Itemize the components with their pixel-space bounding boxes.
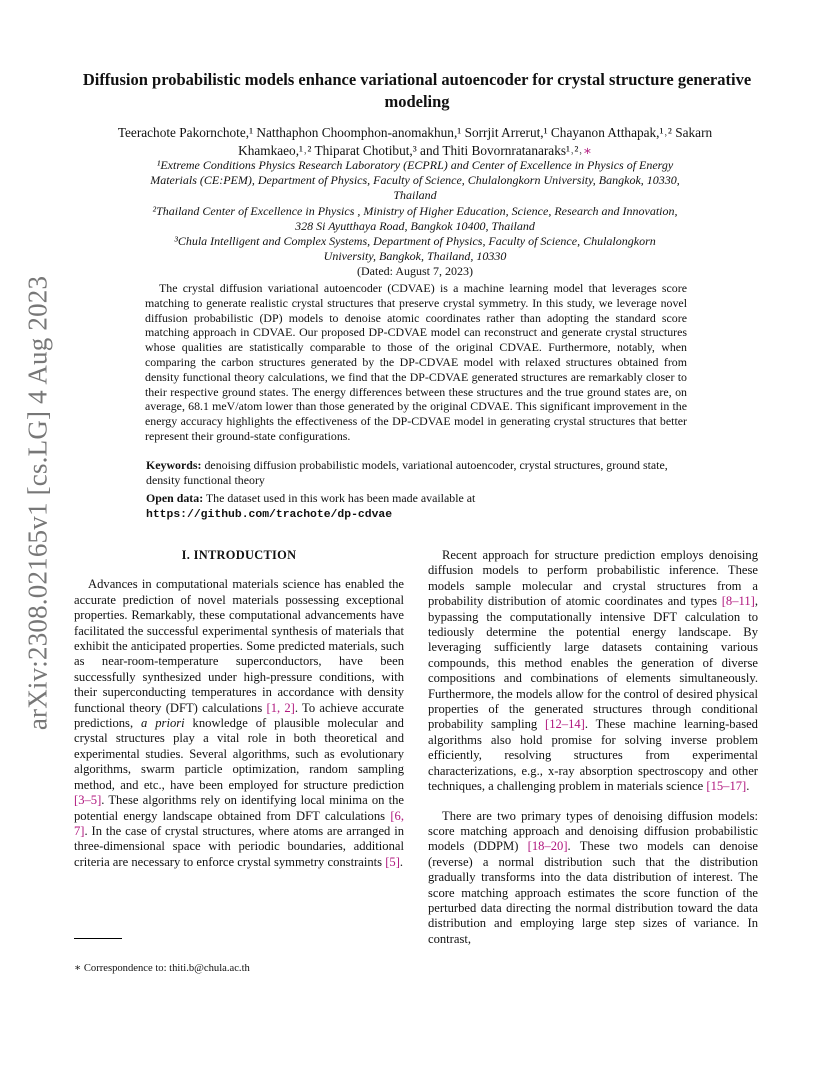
- footnote-rule: [74, 938, 122, 939]
- intro-paragraph-3: There are two primary types of denoising diffusion models: score matching approach and denoising diffusion probabilistic models (DDPM) [18–20]. These two models can denoise (reverse) a normal distribution such that the distribution gradually transforms into the data distribution of interest. The score matching approach estimates the score function of the perturbed data directing the normal distribution toward the data distribution and employing large step sizes of variance. In contrast,: [428, 808, 758, 946]
- abstract: [145, 281, 687, 444]
- citation-link[interactable]: [5]: [385, 854, 400, 869]
- right-column: [428, 548, 758, 947]
- arxiv-identifier: arXiv:2308.02165v1 [cs.LG] 4 Aug 2023: [22, 275, 53, 731]
- open-data-block: [146, 491, 688, 523]
- affiliation-1: ¹Extreme Conditions Physics Research Laboratory (ECPRL) and Center of Excellence in Physics of Energy Materials (CE:PEM), Department of Physics, Faculty of Science, Chulalongkorn University, Bangkok, 10330, Thailand: [150, 158, 680, 203]
- open-data-text: The dataset used in this work has been made available at: [205, 491, 476, 505]
- correspondence-star-link[interactable]: ∗: [582, 143, 592, 158]
- affiliations: [150, 158, 680, 280]
- citation-link[interactable]: [6, 7]: [74, 808, 404, 838]
- open-data-label: Open data:: [146, 491, 204, 505]
- intro-paragraph-1: Advances in computational materials science has enabled the accurate prediction of novel materials possessing exceptional properties. Remarkably, these computational advancements have facilitated the successful experimental synthesis of materials that exhibit the anticipated properties. Some predicted materials, such as near-room-temperature superconductors, have been successfully synthesized under high-pressure conditions, with their superconducting temperatures in accordance with density functional theory (DFT) calculations [1, 2]. To achieve accurate predictions, a priori knowledge of plausible molecular and crystal structures play a vital role in both theoretical and experimental studies. Several algorithms, such as evolutionary algorithms, swarm particle optimization, random sampling method, and etc., have been employed for structure prediction [3–5]. These algorithms rely on identifying local minima on the potential energy landscape obtained from DFT calculations [6, 7]. In the case of crystal structures, where atoms are arranged in three-dimensional space with periodic boundaries, additional criteria are necessary to enforce crystal symmetry constraints [5].: [74, 577, 404, 869]
- affiliation-3: ³Chula Intelligent and Complex Systems, Department of Physics, Faculty of Science, Chulalongkorn University, Bangkok, Thailand, 10330: [174, 234, 656, 264]
- left-column: [74, 548, 404, 870]
- intro-paragraph-2: Recent approach for structure prediction employs denoising diffusion models to perform probabilistic inference. These models sample molecular and crystal structures from a probability distribution of atomic coordinates and types [8–11], bypassing the computationally intensive DFT calculation to tediously determine the potential energy landscape. By leveraging sufficiently large datasets containing various compounds, this method enables the generation of diverse compositions and combinations of elements simultaneously. Furthermore, the models allow for the control of desired physical properties of the generated structures through conditional probability sampling [12–14]. These machine learning-based algorithms also hold promise for solving inverse problem efficiently, resolving structures from experimental characterizations, e.g., x-ray absorption spectroscopy and other techniques, a challenging problem in materials science [15–17].: [428, 548, 758, 794]
- dataset-url-link[interactable]: https://github.com/trachote/dp-cdvae: [146, 509, 393, 521]
- keywords-block: [146, 458, 688, 488]
- keywords-label: Keywords:: [146, 458, 202, 472]
- correspondence-footnote: ∗ Correspondence to: thiti.b@chula.ac.th: [74, 963, 250, 974]
- citation-link[interactable]: [1, 2]: [266, 700, 295, 715]
- citation-link[interactable]: [15–17]: [706, 779, 747, 794]
- citation-link[interactable]: [3–5]: [74, 793, 102, 808]
- authors-text: Teerachote Pakornchote,¹ Natthaphon Choomphon-anomakhun,¹ Sorrjit Arrerut,¹ Chayanon Atthapak,¹˒² Sakarn Khamkaeo,¹˒² Thiparat Chotibut,³ and Thiti Bovornratanaraks¹˒²˒: [117, 125, 713, 158]
- section-heading-introduction: I. INTRODUCTION: [181, 548, 297, 562]
- author-list: [115, 124, 715, 160]
- abstract-text: The crystal diffusion variational autoencoder (CDVAE) is a machine learning model that leverages score matching to generate realistic crystal structures that preserve crystal symmetry. In this study, we leverage novel diffusion probabilistic (DP) models to denoise atomic coordinates rather than adopting the standard score matching approach in CDVAE. Our proposed DP-CDVAE model can reconstruct and generate crystal structures whose qualities are statistically comparable to those of the original CDVAE. Furthermore, notably, when comparing the carbon structures generated by the DP-CDVAE model with relaxed structures obtained from density functional theory calculations, we find that the DP-CDVAE generated structures are remarkably closer to their respective ground states. The energy differences between these structures and the true ground states are, on average, 68.1 meV/atom lower than those generated by the original CDVAE. This significant improvement in the energy accuracy highlights the effectiveness of the DP-CDVAE model in generating crystal structures that better represent their ground-state configurations.: [145, 281, 687, 443]
- arxiv-sidebar: [8, 275, 68, 731]
- citation-link[interactable]: [12–14]: [545, 717, 585, 732]
- keywords-text: denoising diffusion probabilistic models, variational autoencoder, crystal structures, ground state, density functional theory: [146, 458, 668, 487]
- citation-link[interactable]: [18–20]: [527, 839, 568, 854]
- citation-link[interactable]: [8–11]: [721, 594, 755, 609]
- dated-line: (Dated: August 7, 2023): [357, 264, 473, 279]
- paper-title: Diffusion probabilistic models enhance variational autoencoder for crystal structure generative modeling: [82, 70, 752, 111]
- affiliation-2: ²Thailand Center of Excellence in Physics , Ministry of Higher Education, Science, Research and Innovation, 328 Si Ayutthaya Road, Bangkok 10400, Thailand: [152, 203, 678, 233]
